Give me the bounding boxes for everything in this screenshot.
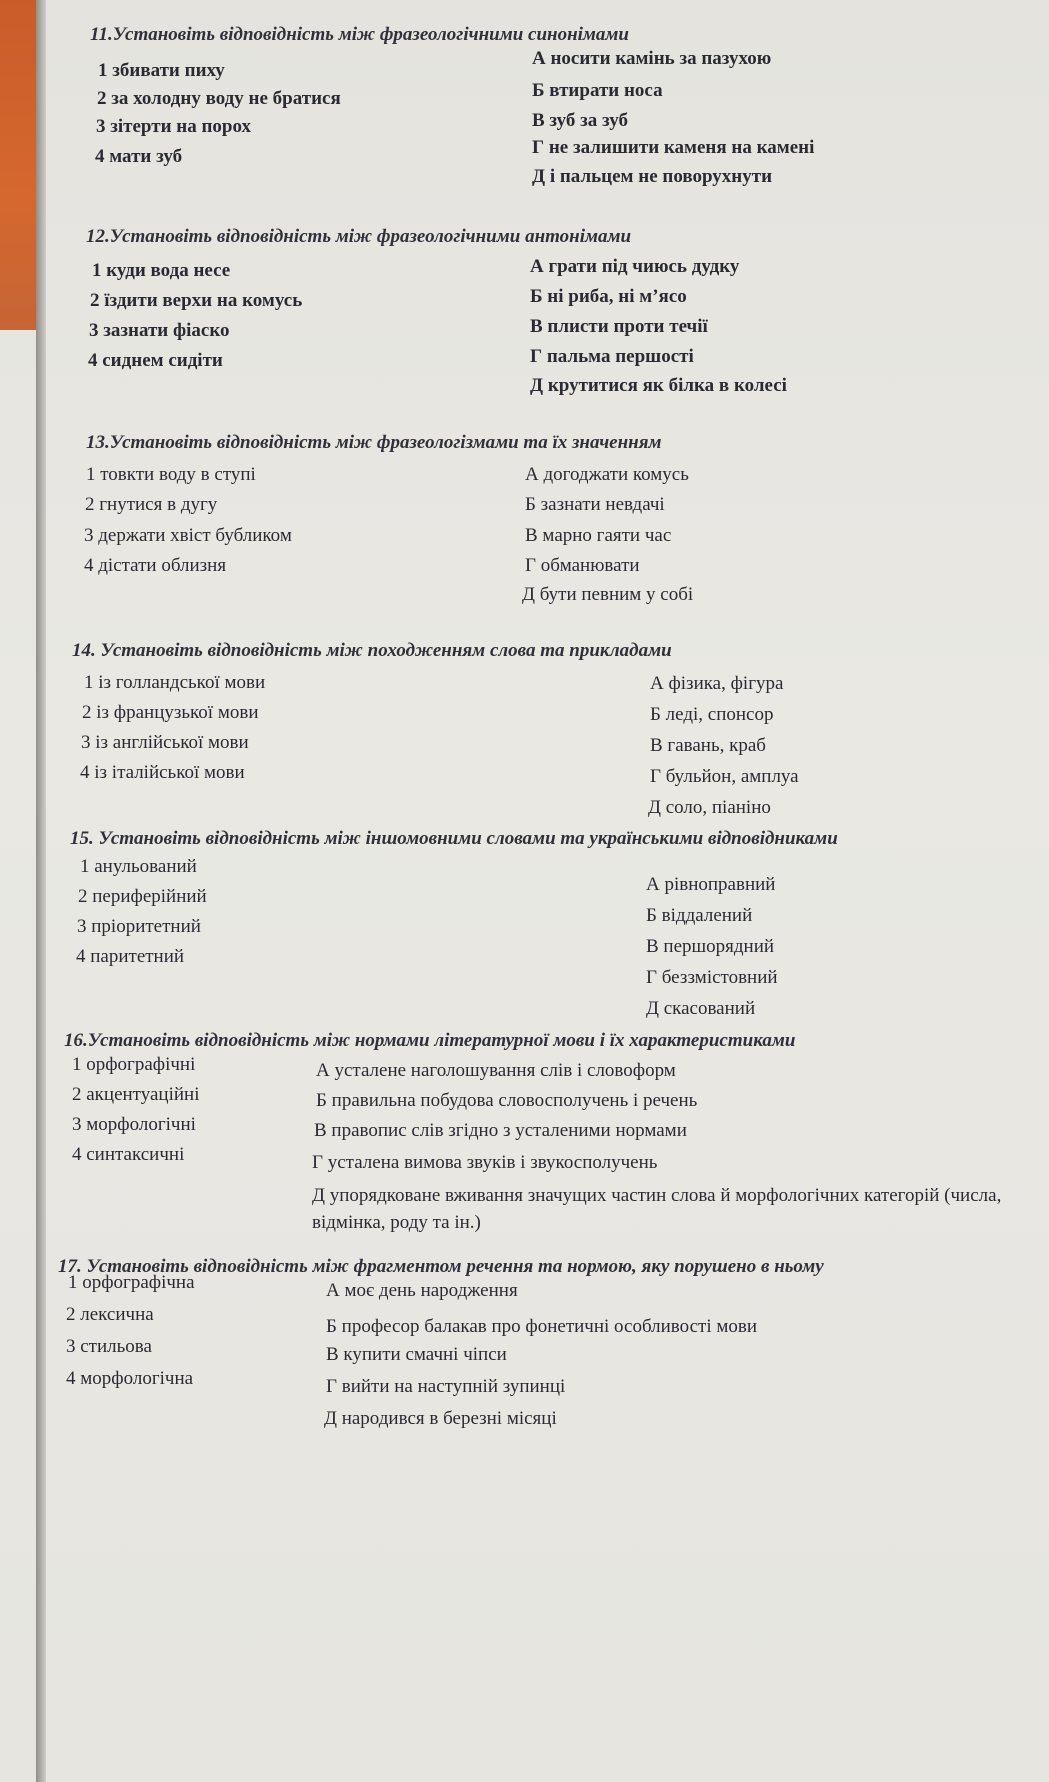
question-title: 16.Установіть відповідність між нормами літературної мови і їх характеристиками [64, 1030, 796, 1051]
left-item: 2 лексична [66, 1304, 154, 1325]
right-item: Б правильна побудова словосполучень і речень [316, 1090, 698, 1111]
right-item: Г обманювати [525, 555, 640, 576]
right-item: Г не залишити каменя на камені [532, 137, 815, 158]
left-item: 2 акцентуаційні [72, 1084, 200, 1105]
right-item: А догоджати комусь [525, 464, 689, 485]
left-item: 3 пріоритетний [77, 916, 201, 937]
right-item: Б ні риба, ні м’ясо [530, 286, 687, 307]
right-item: А фізика, фігура [650, 673, 784, 694]
left-item: 1 збивати пиху [98, 60, 225, 81]
left-item: 3 зітерти на порох [96, 116, 252, 137]
left-item: 4 морфологічна [66, 1368, 194, 1389]
right-item: В першорядний [646, 936, 775, 957]
right-item: Д упорядковане вживання значущих частин слова й морфологічних категорій (числа, відмінка, роду та ін.) [312, 1185, 1002, 1233]
left-item: 1 анульований [80, 856, 197, 877]
left-item: 1 орфографічна [68, 1272, 195, 1293]
question-title: 12.Установіть відповідність між фразеологічними антонімами [86, 226, 632, 247]
page-fold-shadow [36, 0, 46, 1782]
right-item: Д і пальцем не поворухнути [532, 166, 773, 187]
left-item: 4 із італійської мови [80, 762, 245, 783]
right-item: В гавань, краб [650, 735, 766, 756]
right-item: В марно гаяти час [525, 525, 672, 546]
question-title: 14. Установіть відповідність між походженням слова та прикладами [72, 640, 672, 661]
right-item: Г усталена вимова звуків і звукосполучень [312, 1152, 658, 1173]
left-item: 3 із англійської мови [81, 732, 249, 753]
right-item: В купити смачні чіпси [326, 1344, 507, 1365]
right-item: Б леді, спонсор [650, 704, 774, 725]
right-item: Г пальма першості [530, 346, 694, 367]
left-item: 1 куди вода несе [92, 260, 231, 281]
question-title: 11.Установіть відповідність між фразеологічними синонімами [90, 24, 629, 45]
right-item: Д соло, піаніно [648, 797, 771, 818]
left-item: 3 держати хвіст бубликом [84, 525, 292, 546]
right-item: А рівноправний [646, 874, 776, 895]
left-item: 1 із голландської мови [84, 672, 266, 693]
left-item: 3 морфологічні [72, 1114, 196, 1135]
right-item: Г беззмістовний [646, 967, 778, 988]
right-item: Б віддалений [646, 905, 753, 926]
question-title: 13.Установіть відповідність між фразеологізмами та їх значенням [86, 432, 662, 453]
right-item: А грати під чиюсь дудку [530, 256, 740, 277]
right-item: Г вийти на наступній зупинці [326, 1376, 566, 1397]
left-item: 1 орфографічні [72, 1054, 196, 1075]
left-item: 4 сиднем сидіти [88, 350, 223, 371]
left-item: 2 за холодну воду не братися [97, 88, 341, 109]
right-item: Д крутитися як білка в колесі [530, 375, 787, 396]
right-item: В правопис слів згідно з усталеними нормами [314, 1120, 687, 1141]
left-item: 4 мати зуб [95, 146, 183, 167]
left-item: 2 гнутися в дугу [85, 494, 218, 515]
right-item: Д скасований [646, 998, 756, 1019]
right-item: В зуб за зуб [532, 110, 629, 131]
question-title: 17. Установіть відповідність між фрагментом речення та нормою, яку порушено в ньому [58, 1256, 824, 1277]
right-item: В плисти проти течії [530, 316, 708, 337]
left-item: 2 із французької мови [82, 702, 259, 723]
right-item: А моє день народження [326, 1280, 518, 1301]
left-item: 3 стильова [66, 1336, 152, 1357]
left-item: 4 паритетний [76, 946, 185, 967]
right-item: Б зазнати невдачі [525, 494, 665, 515]
right-item: Д бути певним у собі [522, 584, 694, 605]
left-item: 1 товкти воду в ступі [86, 464, 256, 485]
left-item: 4 дістати облизня [84, 555, 227, 576]
right-item: Д народився в березні місяці [324, 1408, 557, 1429]
left-item: 3 зазнати фіаско [89, 320, 230, 341]
question-title: 15. Установіть відповідність між іншомовними словами та українськими відповідниками [70, 828, 838, 849]
left-item: 2 їздити верхи на комусь [90, 290, 303, 311]
right-item: А усталене наголошування слів і словоформ [316, 1060, 676, 1081]
orange-binder-edge [0, 0, 36, 330]
right-item: Г бульйон, амплуа [650, 766, 799, 787]
left-item: 4 синтаксичні [72, 1144, 185, 1165]
right-item: А носити камінь за пазухою [532, 48, 772, 69]
right-item: Б втирати носа [532, 80, 663, 101]
left-item: 2 периферійний [78, 886, 207, 907]
right-item: Б професор балакав про фонетичні особливості мови [326, 1316, 758, 1337]
